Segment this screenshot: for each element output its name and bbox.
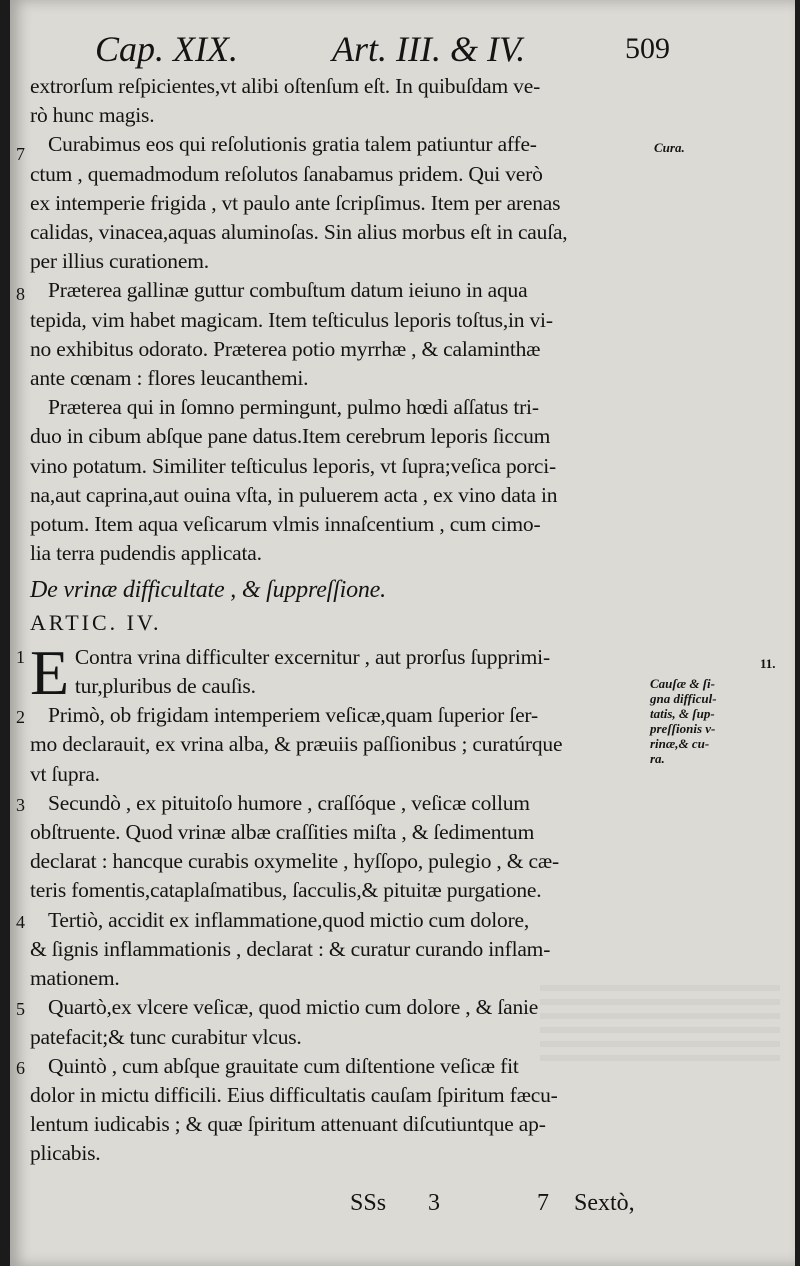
- text-line: obſtruente. Quod vrinæ albæ craſſities miſta , & ſedimentum: [30, 820, 535, 845]
- margin-note-line: Cauſæ & ſi-: [650, 676, 715, 691]
- text-line: teris fomentis,cataplaſmatibus, ſacculis,& pituitæ purgatione.: [30, 878, 542, 903]
- paragraph-number: 1: [16, 646, 25, 667]
- text-line: tepida, vim habet magicam. Item teſticulus leporis toſtus,in vi-: [30, 307, 553, 332]
- text-line: [16, 130, 652, 165]
- text-line: ex intemperie frigida , vt paulo ante ſcripſimus. Item per arenas: [30, 190, 561, 215]
- text-line: dolor in mictu difficili. Eius difficultatis cauſam ſpiritum fæcu-: [30, 1082, 558, 1107]
- running-header: [95, 28, 670, 78]
- margin-note-cura: Cura.: [654, 140, 685, 155]
- margin-note-line: tatis, & ſup-: [650, 706, 715, 721]
- margin-note-number: 11.: [760, 656, 776, 671]
- margin-note-line: rinæ,& cu-: [650, 736, 710, 751]
- bleed-through-shadow: [540, 985, 780, 1065]
- paragraph-number: 3: [16, 794, 25, 815]
- page-number: 509: [625, 32, 670, 65]
- text-line: Præterea qui in ſomno permingunt, pulmo hœdi aſſatus tri-: [48, 395, 539, 420]
- text-line-content: Primò, ob frigidam intemperiem veſicæ,quam ſuperior ſer-: [48, 703, 538, 728]
- text-line: [16, 789, 652, 818]
- text-line: [16, 276, 652, 305]
- text-line-content: Præterea gallinæ guttur combuſtum datum ieiuno in aqua: [48, 278, 528, 303]
- text-line: ante cœnam : flores leucanthemi.: [30, 366, 309, 391]
- drop-cap: E: [30, 636, 69, 708]
- text-line: no exhibitus odorato. Præterea potio myrrhæ , & calaminthæ: [30, 336, 541, 361]
- text-line: lentum iudicabis ; & quæ ſpiritum attenuant diſcutiuntque ap-: [30, 1112, 546, 1137]
- section-heading: De vrinæ difficultate , & ſuppreſſione.: [30, 577, 386, 604]
- text-line-content: Quintò , cum abſque grauitate cum diſtentione veſicæ fit: [48, 1053, 519, 1078]
- text-line: [16, 701, 652, 730]
- margin-note-causae: [650, 676, 717, 766]
- paragraph-number: 2: [16, 707, 25, 728]
- paragraph-number: 5: [16, 999, 25, 1020]
- text-line: [16, 906, 652, 935]
- text-line: vino potatum. Similiter teſticulus leporis, vt ſupra;veſica porci-: [30, 453, 556, 478]
- paragraph-number: 6: [16, 1057, 25, 1078]
- text-line: Contra vrina difficulter excernitur , aut prorſus ſupprimi-: [74, 644, 550, 669]
- margin-note-line: ra.: [650, 751, 665, 766]
- text-line: rò hunc magis.: [30, 103, 155, 128]
- chapter-label: Cap. XIX.: [95, 29, 238, 69]
- paragraph-number: 4: [16, 911, 25, 932]
- text-line: plicabis.: [30, 1141, 101, 1166]
- text-line: calidas, vinacea,aquas aluminoſas. Sin alius morbus eſt in cauſa,: [30, 220, 568, 245]
- text-line-content: Tertiò, accidit ex inflammatione,quod mictio cum dolore,: [48, 907, 530, 932]
- text-line: & ſignis inflammationis , declarat : & curatur curando inflam-: [30, 936, 551, 961]
- text-line: potum. Item aqua veſicarum vlmis innaſcentium , cum cimo-: [30, 512, 541, 537]
- text-line: lia terra pudendis applicata.: [30, 541, 262, 566]
- text-line: tur,pluribus de cauſis.: [74, 674, 256, 699]
- text-line: mationem.: [30, 966, 120, 991]
- article-heading: ARTIC. IV.: [30, 609, 162, 635]
- article-label: Art. III. & IV.: [332, 29, 526, 69]
- paragraph-number: 7: [16, 144, 25, 165]
- text-line: declarat : hancque curabis oxymelite , hyſſopo, pulegio , & cæ-: [30, 849, 559, 874]
- text-line: mo declarauit, ex vrina alba, & præuiis paſſionibus ; curatúrque: [30, 732, 563, 757]
- signature-number: 3: [428, 1190, 440, 1216]
- text-line-content: Quartò,ex vlcere veſicæ, quod mictio cum dolore , & ſanie: [48, 995, 539, 1020]
- text-line: vt ſupra.: [30, 761, 100, 786]
- signature-mark: SSs: [350, 1190, 387, 1216]
- text-line: duo in cibum abſque pane datus.Item cerebrum leporis ſiccum: [30, 424, 551, 449]
- page-footer: [350, 1190, 650, 1230]
- text-line: per illius curationem.: [30, 249, 209, 274]
- paragraph-number: 8: [16, 284, 25, 305]
- text-line: ctum , quemadmodum reſolutos ſanabamus pridem. Qui verò: [30, 161, 543, 186]
- next-section-number: 7: [537, 1190, 549, 1216]
- text-line: na,aut caprina,aut ouina vſta, in puluerem acta , ex vino data in: [30, 482, 558, 507]
- catchword: Sextò,: [574, 1190, 635, 1216]
- book-page: [10, 0, 795, 1266]
- margin-note-line: gna difficul-: [650, 691, 717, 706]
- article-iv-text: [16, 636, 652, 1169]
- text-line-content: Curabimus eos qui reſolutionis gratia talem patiuntur affe-: [48, 132, 537, 157]
- text-line: patefacit;& tunc curabitur vlcus.: [30, 1024, 302, 1049]
- margin-note-line: preſſionis v-: [650, 721, 716, 736]
- text-line: extrorſum reſpicientes,vt alibi oſtenſum eſt. In quibuſdam ve-: [30, 74, 541, 98]
- text-line-content: Secundò , ex pituitoſo humore , craſſóque , veſicæ collum: [48, 790, 530, 815]
